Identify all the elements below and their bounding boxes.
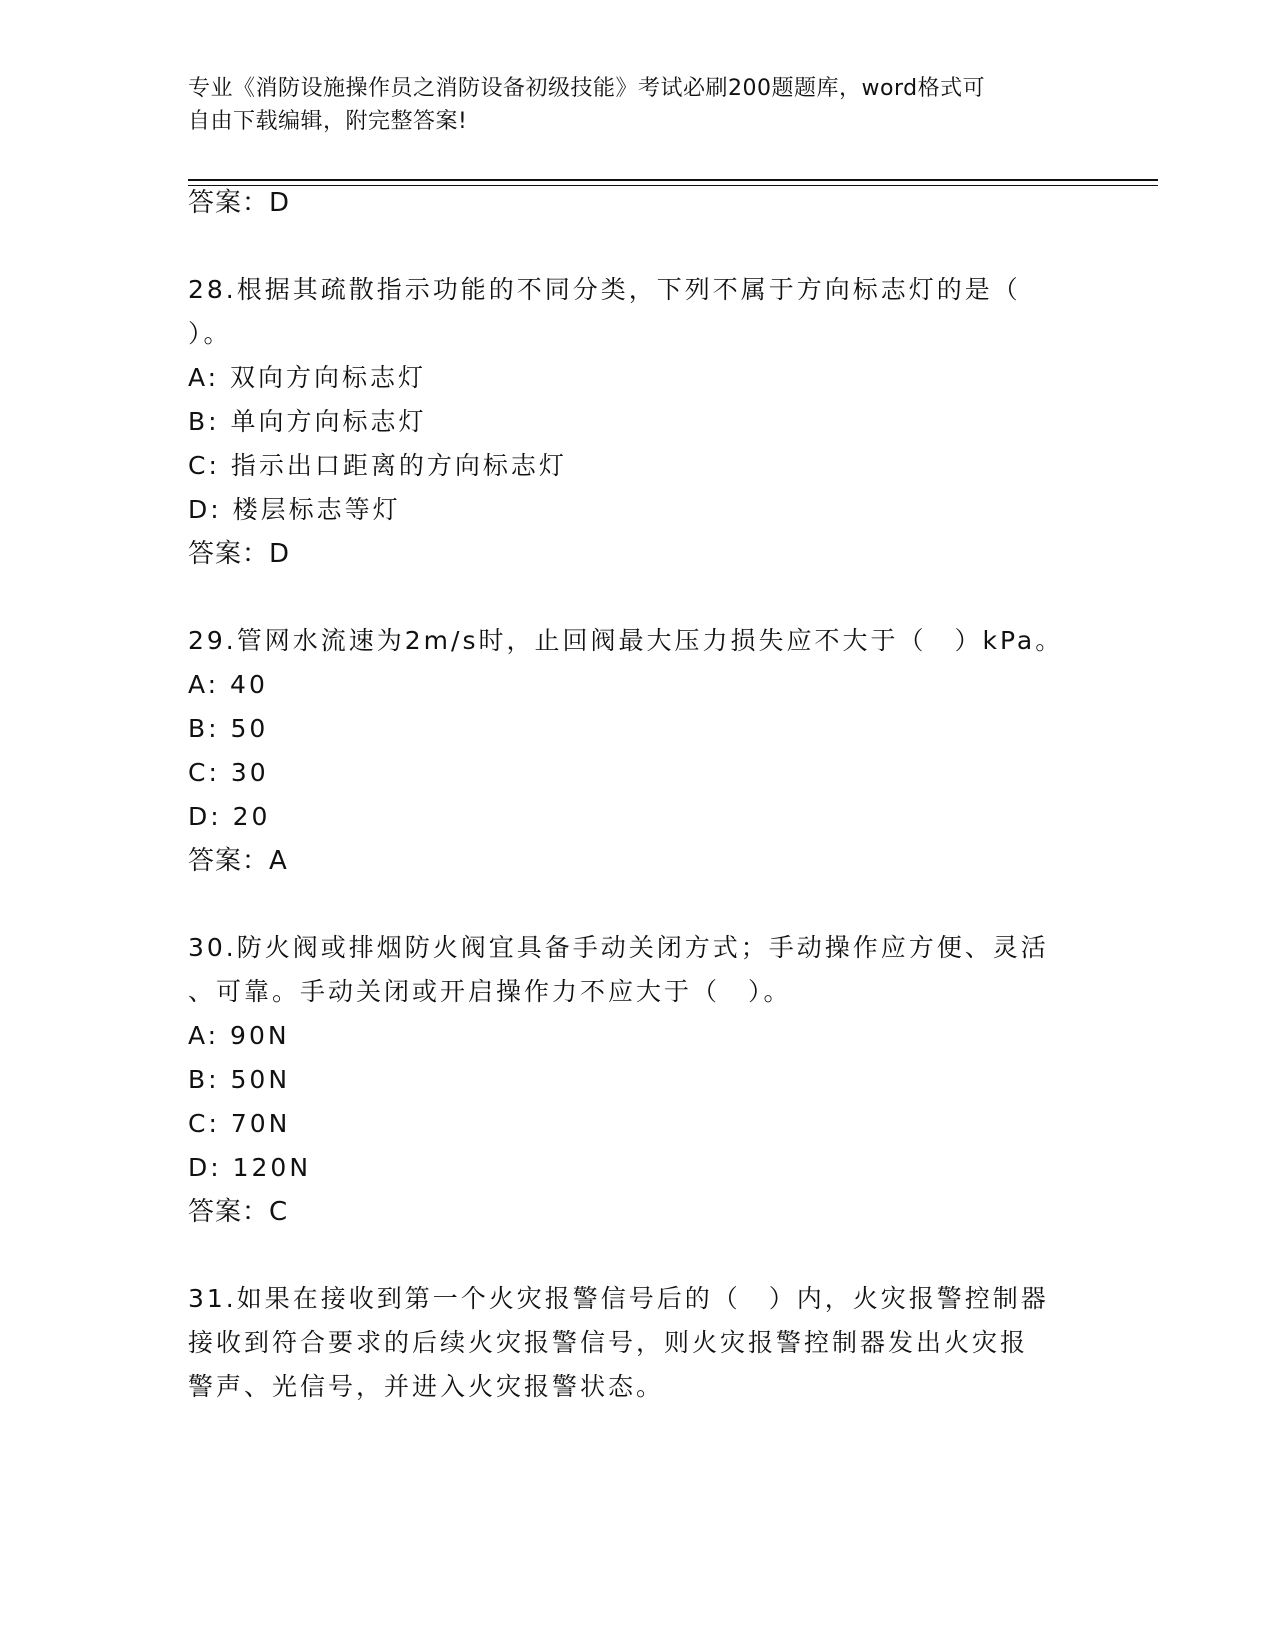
question-29-answer: 答案：A — [188, 846, 288, 876]
question-31-text-line-2: 接收到符合要求的后续火灾报警信号，则火灾报警控制器发出火灾报 — [188, 1328, 1029, 1357]
question-29-option-c: C: 30 — [188, 758, 269, 787]
question-30-option-a: A: 90N — [188, 1021, 290, 1050]
header-title-line-2: 自由下载编辑，附完整答案! — [188, 109, 468, 134]
question-31-text-line-3: 警声、光信号，并进入火灾报警状态。 — [188, 1372, 665, 1401]
question-30-option-d: D: 120N — [188, 1153, 312, 1182]
question-30-option-b: B: 50N — [188, 1065, 291, 1094]
question-30-option-c: C: 70N — [188, 1109, 291, 1138]
header-title-line-1: 专业《消防设施操作员之消防设备初级技能》考试必刷200题题库，word格式可 — [188, 76, 986, 101]
question-28-text-line-1: 28.根据其疏散指示功能的不同分类，下列不属于方向标志灯的是（ — [188, 275, 1021, 304]
question-29-text-line-1: 29.管网水流速为2m/s时，止回阀最大压力损失应不大于（ ）kPa。 — [188, 626, 1064, 655]
answer-previous: 答案：D — [188, 188, 291, 218]
header-divider — [188, 179, 1158, 186]
question-28-option-d: D: 楼层标志等灯 — [188, 495, 401, 524]
question-29-option-d: D: 20 — [188, 802, 271, 831]
question-28-option-c: C: 指示出口距离的方向标志灯 — [188, 451, 567, 480]
question-30-answer: 答案：C — [188, 1197, 289, 1227]
question-28-option-a: A: 双向方向标志灯 — [188, 363, 427, 392]
question-31-text-line-1: 31.如果在接收到第一个火灾报警信号后的（ ）内，火灾报警控制器 — [188, 1284, 1049, 1313]
question-28-answer: 答案：D — [188, 539, 291, 569]
question-30-text-line-2: 、可靠。手动关闭或开启操作力不应大于（ ）。 — [188, 977, 792, 1006]
question-28-option-b: B: 单向方向标志灯 — [188, 407, 427, 436]
question-30-text-line-1: 30.防火阀或排烟防火阀宜具备手动关闭方式；手动操作应方便、灵活 — [188, 933, 1049, 962]
question-29-option-a: A: 40 — [188, 670, 268, 699]
question-28-text-line-2: ）。 — [188, 319, 232, 348]
question-29-option-b: B: 50 — [188, 714, 269, 743]
page-header — [188, 72, 1068, 138]
